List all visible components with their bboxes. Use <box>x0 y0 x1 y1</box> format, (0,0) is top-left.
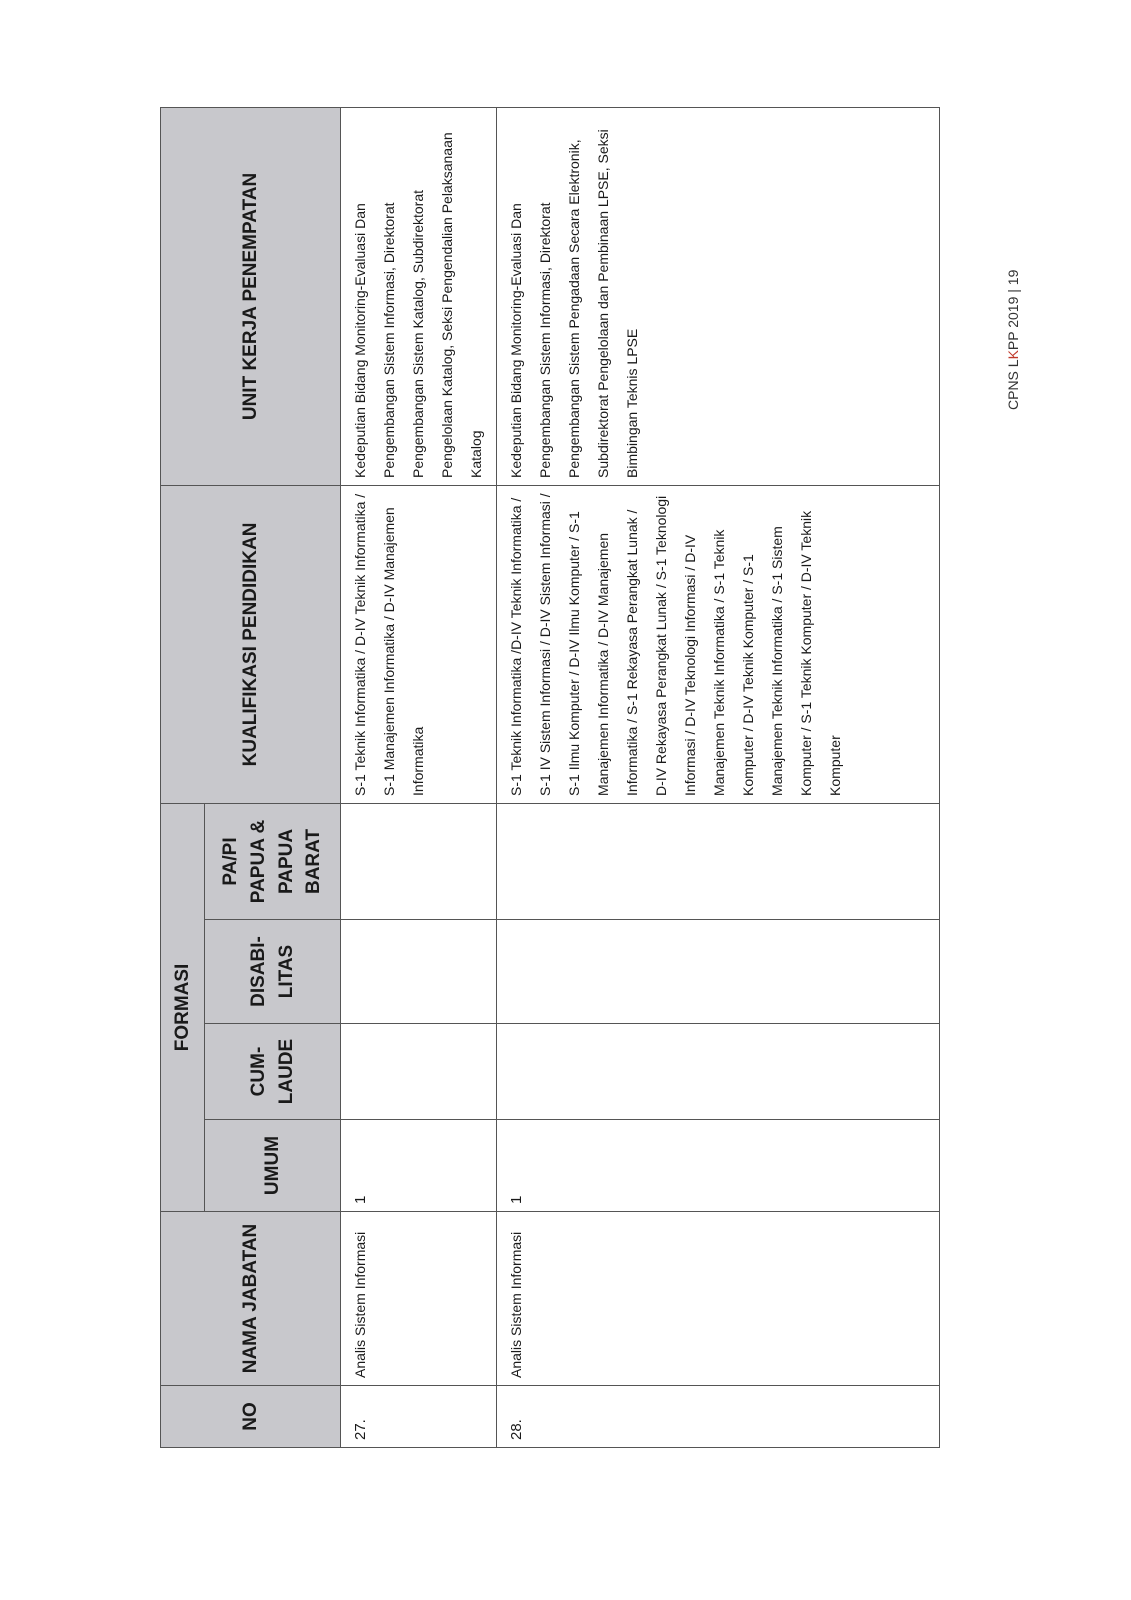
row-kualifikasi: S-1 Teknik Informatika / D-IV Teknik Informatika / S-1 Manajemen Informatika / D-IV Manajemen Informatika <box>341 485 497 803</box>
footer-prefix: CPNS L <box>1005 359 1021 410</box>
row-umum: 1 <box>341 1120 497 1212</box>
row-unit-kerja: Kedeputian Bidang Monitoring-Evaluasi Dan Pengembangan Sistem Informasi, Direktorat Pengembangan Sistem Katalog, Subdirektorat Pengelolaan Katalog, Seksi Pengendalian Pelaksanaan Katalog <box>341 107 497 485</box>
header-disabilitas: DISABI-LITAS <box>205 920 341 1024</box>
page-footer <box>1005 270 1045 470</box>
table-row <box>497 107 940 1447</box>
row-disabilitas <box>497 920 940 1024</box>
rotated-page <box>160 108 930 1448</box>
table-row <box>341 107 497 1447</box>
footer-accent-letter: K <box>1005 350 1021 360</box>
row-kualifikasi: S-1 Teknik Informatika /D-IV Teknik Informatika / S-1 IV Sistem Informasi / D-IV Sistem Informasi / S-1 Ilmu Komputer / D-IV Ilmu Komputer / S-1 Manajemen Informatika / D-IV Manajemen Informatika / S-1 Rekayasa Perangkat Lunak / D-IV Rekayasa Perangkat Lunak / S-1 Teknologi Informasi / D-IV Teknologi Informasi / D-IV Manajemen Teknik Informatika / S-1 Teknik Komputer / D-IV Teknik Komputer / S-1 Manajemen Teknik Informatika / S-1 Sistem Komputer / S-1 Teknik Komputer / D-IV Teknik Komputer <box>497 485 940 803</box>
header-kualifikasi: KUALIFIKASI PENDIDIKAN <box>161 485 341 803</box>
row-no: 27. <box>341 1386 497 1448</box>
row-cumlaude <box>341 1024 497 1120</box>
header-unit-kerja: UNIT KERJA PENEMPATAN <box>161 107 341 485</box>
row-nama-jabatan: Analis Sistem Informasi <box>341 1212 497 1386</box>
row-umum: 1 <box>497 1120 940 1212</box>
row-nama-jabatan: Analis Sistem Informasi <box>497 1212 940 1386</box>
row-cumlaude <box>497 1024 940 1120</box>
row-papua <box>497 803 940 919</box>
header-nama-jabatan: NAMA JABATAN <box>161 1212 341 1386</box>
header-papua: PA/PI PAPUA & PAPUA BARAT <box>205 803 341 919</box>
header-formasi: FORMASI <box>161 803 205 1211</box>
header-umum: UMUM <box>205 1120 341 1212</box>
formasi-table <box>160 107 940 1448</box>
row-no: 28. <box>497 1386 940 1448</box>
row-unit-kerja: Kedeputian Bidang Monitoring-Evaluasi Dan Pengembangan Sistem Informasi, Direktorat Pengembangan Sistem Pengadaan Secara Elektronik, Subdirektorat Pengelolaan dan Pembinaan LPSE, Seksi Bimbingan Teknis LPSE <box>497 107 940 485</box>
row-disabilitas <box>341 920 497 1024</box>
header-cumlaude: CUM-LAUDE <box>205 1024 341 1120</box>
footer-suffix: PP 2019 | 19 <box>1005 269 1021 351</box>
header-no: NO <box>161 1386 341 1448</box>
row-papua <box>341 803 497 919</box>
